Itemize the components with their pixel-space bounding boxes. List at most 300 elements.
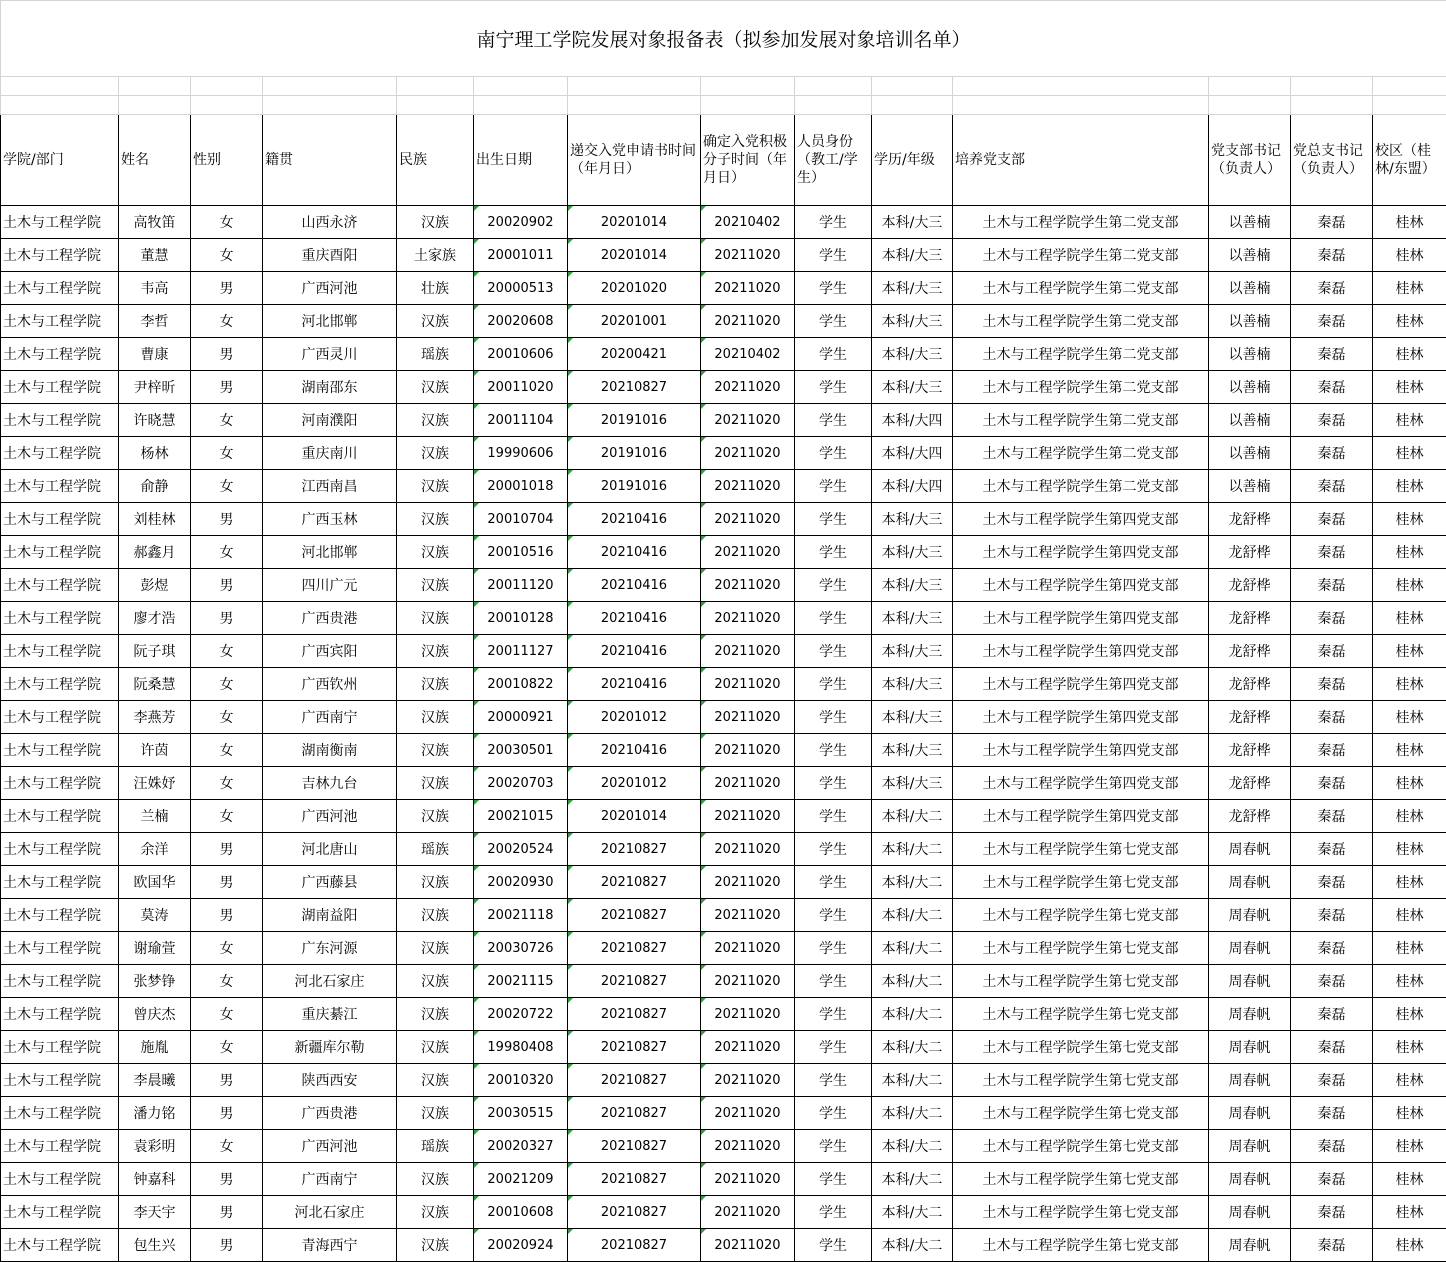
- cell-origin[interactable]: 广西灵川: [263, 338, 397, 371]
- header-dept[interactable]: 学院/部门: [1, 115, 119, 206]
- cell-gender[interactable]: 女: [191, 404, 263, 437]
- cell-ethnicity[interactable]: 汉族: [397, 635, 474, 668]
- cell-birth-date[interactable]: 20001018: [474, 470, 568, 503]
- cell-identity[interactable]: 学生: [795, 668, 872, 701]
- cell-birth-date[interactable]: 20000921: [474, 701, 568, 734]
- cell-dept[interactable]: 土木与工程学院: [1, 800, 119, 833]
- cell-campus[interactable]: 桂林: [1373, 1130, 1446, 1163]
- cell-party-branch[interactable]: 土木与工程学院学生第四党支部: [953, 800, 1209, 833]
- cell-education[interactable]: 本科/大三: [872, 371, 953, 404]
- cell-education[interactable]: 本科/大二: [872, 866, 953, 899]
- cell-campus[interactable]: 桂林: [1373, 767, 1446, 800]
- cell-activist-date[interactable]: 20211020: [701, 371, 795, 404]
- cell-branch-secretary[interactable]: 以善楠: [1209, 272, 1291, 305]
- empty-cell[interactable]: [701, 77, 795, 96]
- cell-gender[interactable]: 女: [191, 305, 263, 338]
- cell-education[interactable]: 本科/大二: [872, 998, 953, 1031]
- cell-branch-secretary[interactable]: 周春帆: [1209, 932, 1291, 965]
- empty-cell[interactable]: [795, 96, 872, 115]
- cell-ethnicity[interactable]: 汉族: [397, 437, 474, 470]
- empty-cell[interactable]: [872, 77, 953, 96]
- cell-dept[interactable]: 土木与工程学院: [1, 1097, 119, 1130]
- cell-activist-date[interactable]: 20211020: [701, 701, 795, 734]
- cell-name[interactable]: 许晓慧: [119, 404, 191, 437]
- cell-application-date[interactable]: 20210827: [568, 932, 701, 965]
- cell-birth-date[interactable]: 20010516: [474, 536, 568, 569]
- cell-ethnicity[interactable]: 汉族: [397, 602, 474, 635]
- cell-gender[interactable]: 男: [191, 1196, 263, 1229]
- cell-party-branch[interactable]: 土木与工程学院学生第七党支部: [953, 899, 1209, 932]
- cell-dept[interactable]: 土木与工程学院: [1, 833, 119, 866]
- cell-campus[interactable]: 桂林: [1373, 833, 1446, 866]
- cell-branch-secretary[interactable]: 龙舒桦: [1209, 668, 1291, 701]
- cell-dept[interactable]: 土木与工程学院: [1, 734, 119, 767]
- cell-education[interactable]: 本科/大三: [872, 239, 953, 272]
- cell-activist-date[interactable]: 20211020: [701, 404, 795, 437]
- cell-branch-secretary[interactable]: 以善楠: [1209, 338, 1291, 371]
- cell-branch-secretary[interactable]: 以善楠: [1209, 470, 1291, 503]
- cell-ethnicity[interactable]: 汉族: [397, 305, 474, 338]
- cell-name[interactable]: 余洋: [119, 833, 191, 866]
- cell-ethnicity[interactable]: 汉族: [397, 701, 474, 734]
- cell-name[interactable]: 俞静: [119, 470, 191, 503]
- cell-branch-secretary[interactable]: 龙舒桦: [1209, 569, 1291, 602]
- cell-application-date[interactable]: 20210416: [568, 569, 701, 602]
- cell-branch-secretary[interactable]: 龙舒桦: [1209, 767, 1291, 800]
- cell-birth-date[interactable]: 20010704: [474, 503, 568, 536]
- cell-name[interactable]: 许茵: [119, 734, 191, 767]
- cell-identity[interactable]: 学生: [795, 1229, 872, 1262]
- cell-activist-date[interactable]: 20211020: [701, 602, 795, 635]
- cell-general-secretary[interactable]: 秦磊: [1291, 470, 1373, 503]
- cell-campus[interactable]: 桂林: [1373, 668, 1446, 701]
- cell-name[interactable]: 阮子琪: [119, 635, 191, 668]
- cell-campus[interactable]: 桂林: [1373, 503, 1446, 536]
- cell-dept[interactable]: 土木与工程学院: [1, 338, 119, 371]
- cell-birth-date[interactable]: 20020902: [474, 206, 568, 239]
- cell-gender[interactable]: 女: [191, 734, 263, 767]
- cell-education[interactable]: 本科/大三: [872, 635, 953, 668]
- cell-birth-date[interactable]: 20020930: [474, 866, 568, 899]
- cell-branch-secretary[interactable]: 周春帆: [1209, 1130, 1291, 1163]
- cell-birth-date[interactable]: 20011020: [474, 371, 568, 404]
- cell-birth-date[interactable]: 20010320: [474, 1064, 568, 1097]
- cell-branch-secretary[interactable]: 周春帆: [1209, 1031, 1291, 1064]
- cell-name[interactable]: 尹梓昕: [119, 371, 191, 404]
- empty-cell[interactable]: [474, 96, 568, 115]
- cell-party-branch[interactable]: 土木与工程学院学生第二党支部: [953, 437, 1209, 470]
- cell-dept[interactable]: 土木与工程学院: [1, 767, 119, 800]
- empty-cell[interactable]: [263, 77, 397, 96]
- cell-gender[interactable]: 女: [191, 800, 263, 833]
- cell-gender[interactable]: 女: [191, 635, 263, 668]
- cell-gender[interactable]: 男: [191, 1064, 263, 1097]
- cell-education[interactable]: 本科/大二: [872, 1064, 953, 1097]
- cell-application-date[interactable]: 20210416: [568, 635, 701, 668]
- cell-activist-date[interactable]: 20211020: [701, 1196, 795, 1229]
- cell-name[interactable]: 阮桑慧: [119, 668, 191, 701]
- cell-dept[interactable]: 土木与工程学院: [1, 602, 119, 635]
- cell-identity[interactable]: 学生: [795, 470, 872, 503]
- cell-identity[interactable]: 学生: [795, 239, 872, 272]
- cell-origin[interactable]: 陕西西安: [263, 1064, 397, 1097]
- cell-activist-date[interactable]: 20211020: [701, 734, 795, 767]
- cell-gender[interactable]: 女: [191, 1130, 263, 1163]
- cell-origin[interactable]: 广西南宁: [263, 1163, 397, 1196]
- cell-application-date[interactable]: 20210827: [568, 1229, 701, 1262]
- cell-gender[interactable]: 女: [191, 206, 263, 239]
- cell-education[interactable]: 本科/大三: [872, 701, 953, 734]
- cell-identity[interactable]: 学生: [795, 1031, 872, 1064]
- cell-branch-secretary[interactable]: 龙舒桦: [1209, 635, 1291, 668]
- cell-education[interactable]: 本科/大二: [872, 1097, 953, 1130]
- cell-branch-secretary[interactable]: 龙舒桦: [1209, 734, 1291, 767]
- cell-ethnicity[interactable]: 汉族: [397, 536, 474, 569]
- cell-ethnicity[interactable]: 壮族: [397, 272, 474, 305]
- cell-campus[interactable]: 桂林: [1373, 932, 1446, 965]
- cell-dept[interactable]: 土木与工程学院: [1, 437, 119, 470]
- cell-birth-date[interactable]: 20030726: [474, 932, 568, 965]
- cell-party-branch[interactable]: 土木与工程学院学生第七党支部: [953, 866, 1209, 899]
- cell-ethnicity[interactable]: 瑶族: [397, 833, 474, 866]
- cell-name[interactable]: 汪姝妤: [119, 767, 191, 800]
- cell-education[interactable]: 本科/大四: [872, 470, 953, 503]
- cell-activist-date[interactable]: 20211020: [701, 1064, 795, 1097]
- cell-general-secretary[interactable]: 秦磊: [1291, 404, 1373, 437]
- cell-ethnicity[interactable]: 汉族: [397, 1064, 474, 1097]
- cell-gender[interactable]: 男: [191, 833, 263, 866]
- cell-identity[interactable]: 学生: [795, 833, 872, 866]
- cell-general-secretary[interactable]: 秦磊: [1291, 272, 1373, 305]
- cell-party-branch[interactable]: 土木与工程学院学生第二党支部: [953, 305, 1209, 338]
- cell-name[interactable]: 曹康: [119, 338, 191, 371]
- header-name[interactable]: 姓名: [119, 115, 191, 206]
- cell-name[interactable]: 张梦铮: [119, 965, 191, 998]
- cell-gender[interactable]: 女: [191, 998, 263, 1031]
- empty-cell[interactable]: [872, 96, 953, 115]
- cell-birth-date[interactable]: 20011127: [474, 635, 568, 668]
- cell-application-date[interactable]: 20201020: [568, 272, 701, 305]
- cell-campus[interactable]: 桂林: [1373, 965, 1446, 998]
- cell-birth-date[interactable]: 20021115: [474, 965, 568, 998]
- cell-application-date[interactable]: 20210827: [568, 371, 701, 404]
- cell-origin[interactable]: 广东河源: [263, 932, 397, 965]
- cell-campus[interactable]: 桂林: [1373, 1229, 1446, 1262]
- cell-general-secretary[interactable]: 秦磊: [1291, 1097, 1373, 1130]
- cell-activist-date[interactable]: 20211020: [701, 866, 795, 899]
- cell-party-branch[interactable]: 土木与工程学院学生第四党支部: [953, 668, 1209, 701]
- cell-ethnicity[interactable]: 汉族: [397, 569, 474, 602]
- cell-application-date[interactable]: 20201014: [568, 206, 701, 239]
- cell-activist-date[interactable]: 20211020: [701, 503, 795, 536]
- cell-branch-secretary[interactable]: 以善楠: [1209, 305, 1291, 338]
- cell-birth-date[interactable]: 20020524: [474, 833, 568, 866]
- cell-name[interactable]: 杨林: [119, 437, 191, 470]
- cell-dept[interactable]: 土木与工程学院: [1, 1163, 119, 1196]
- header-birth-date[interactable]: 出生日期: [474, 115, 568, 206]
- cell-branch-secretary[interactable]: 龙舒桦: [1209, 701, 1291, 734]
- empty-cell[interactable]: [1373, 96, 1446, 115]
- cell-branch-secretary[interactable]: 以善楠: [1209, 206, 1291, 239]
- cell-identity[interactable]: 学生: [795, 998, 872, 1031]
- cell-party-branch[interactable]: 土木与工程学院学生第七党支部: [953, 1097, 1209, 1130]
- cell-activist-date[interactable]: 20211020: [701, 569, 795, 602]
- cell-education[interactable]: 本科/大二: [872, 800, 953, 833]
- cell-activist-date[interactable]: 20211020: [701, 833, 795, 866]
- header-campus[interactable]: 校区（桂林/东盟）: [1373, 115, 1446, 206]
- cell-application-date[interactable]: 20210416: [568, 503, 701, 536]
- cell-education[interactable]: 本科/大二: [872, 965, 953, 998]
- cell-birth-date[interactable]: 20030515: [474, 1097, 568, 1130]
- cell-gender[interactable]: 女: [191, 437, 263, 470]
- cell-dept[interactable]: 土木与工程学院: [1, 503, 119, 536]
- cell-general-secretary[interactable]: 秦磊: [1291, 239, 1373, 272]
- cell-gender[interactable]: 男: [191, 602, 263, 635]
- cell-gender[interactable]: 男: [191, 1229, 263, 1262]
- cell-application-date[interactable]: 20210416: [568, 734, 701, 767]
- cell-branch-secretary[interactable]: 周春帆: [1209, 1064, 1291, 1097]
- cell-ethnicity[interactable]: 汉族: [397, 371, 474, 404]
- empty-cell[interactable]: [1, 77, 119, 96]
- cell-branch-secretary[interactable]: 以善楠: [1209, 437, 1291, 470]
- cell-ethnicity[interactable]: 汉族: [397, 734, 474, 767]
- cell-gender[interactable]: 男: [191, 371, 263, 404]
- cell-activist-date[interactable]: 20211020: [701, 470, 795, 503]
- cell-dept[interactable]: 土木与工程学院: [1, 272, 119, 305]
- cell-ethnicity[interactable]: 汉族: [397, 404, 474, 437]
- cell-identity[interactable]: 学生: [795, 206, 872, 239]
- cell-identity[interactable]: 学生: [795, 1163, 872, 1196]
- cell-gender[interactable]: 男: [191, 866, 263, 899]
- cell-branch-secretary[interactable]: 周春帆: [1209, 866, 1291, 899]
- cell-activist-date[interactable]: 20211020: [701, 272, 795, 305]
- cell-origin[interactable]: 河北石家庄: [263, 1196, 397, 1229]
- cell-ethnicity[interactable]: 汉族: [397, 206, 474, 239]
- empty-cell[interactable]: [1291, 77, 1373, 96]
- cell-branch-secretary[interactable]: 周春帆: [1209, 833, 1291, 866]
- cell-name[interactable]: 韦高: [119, 272, 191, 305]
- cell-origin[interactable]: 吉林九台: [263, 767, 397, 800]
- cell-ethnicity[interactable]: 汉族: [397, 1229, 474, 1262]
- cell-general-secretary[interactable]: 秦磊: [1291, 998, 1373, 1031]
- cell-gender[interactable]: 男: [191, 899, 263, 932]
- cell-application-date[interactable]: 20210416: [568, 668, 701, 701]
- cell-activist-date[interactable]: 20211020: [701, 536, 795, 569]
- cell-identity[interactable]: 学生: [795, 767, 872, 800]
- cell-dept[interactable]: 土木与工程学院: [1, 701, 119, 734]
- cell-ethnicity[interactable]: 汉族: [397, 800, 474, 833]
- cell-application-date[interactable]: 20200421: [568, 338, 701, 371]
- cell-party-branch[interactable]: 土木与工程学院学生第七党支部: [953, 1163, 1209, 1196]
- cell-party-branch[interactable]: 土木与工程学院学生第四党支部: [953, 602, 1209, 635]
- cell-gender[interactable]: 男: [191, 1163, 263, 1196]
- cell-identity[interactable]: 学生: [795, 635, 872, 668]
- cell-education[interactable]: 本科/大三: [872, 206, 953, 239]
- empty-cell[interactable]: [1209, 96, 1291, 115]
- cell-gender[interactable]: 女: [191, 965, 263, 998]
- cell-dept[interactable]: 土木与工程学院: [1, 470, 119, 503]
- cell-education[interactable]: 本科/大二: [872, 1163, 953, 1196]
- cell-general-secretary[interactable]: 秦磊: [1291, 338, 1373, 371]
- cell-campus[interactable]: 桂林: [1373, 1196, 1446, 1229]
- cell-dept[interactable]: 土木与工程学院: [1, 404, 119, 437]
- cell-campus[interactable]: 桂林: [1373, 734, 1446, 767]
- cell-branch-secretary[interactable]: 周春帆: [1209, 1196, 1291, 1229]
- cell-general-secretary[interactable]: 秦磊: [1291, 965, 1373, 998]
- cell-education[interactable]: 本科/大二: [872, 1031, 953, 1064]
- cell-identity[interactable]: 学生: [795, 272, 872, 305]
- cell-origin[interactable]: 河北石家庄: [263, 965, 397, 998]
- cell-birth-date[interactable]: 20020327: [474, 1130, 568, 1163]
- header-gender[interactable]: 性别: [191, 115, 263, 206]
- empty-cell[interactable]: [701, 96, 795, 115]
- cell-ethnicity[interactable]: 汉族: [397, 668, 474, 701]
- cell-application-date[interactable]: 20210827: [568, 1130, 701, 1163]
- cell-education[interactable]: 本科/大三: [872, 503, 953, 536]
- empty-cell[interactable]: [953, 77, 1209, 96]
- cell-campus[interactable]: 桂林: [1373, 371, 1446, 404]
- cell-ethnicity[interactable]: 汉族: [397, 470, 474, 503]
- cell-dept[interactable]: 土木与工程学院: [1, 1229, 119, 1262]
- cell-education[interactable]: 本科/大三: [872, 767, 953, 800]
- cell-party-branch[interactable]: 土木与工程学院学生第四党支部: [953, 503, 1209, 536]
- cell-origin[interactable]: 重庆南川: [263, 437, 397, 470]
- cell-identity[interactable]: 学生: [795, 371, 872, 404]
- cell-gender[interactable]: 女: [191, 668, 263, 701]
- cell-application-date[interactable]: 20210416: [568, 536, 701, 569]
- cell-activist-date[interactable]: 20211020: [701, 239, 795, 272]
- cell-gender[interactable]: 男: [191, 503, 263, 536]
- cell-campus[interactable]: 桂林: [1373, 602, 1446, 635]
- cell-activist-date[interactable]: 20211020: [701, 1130, 795, 1163]
- cell-activist-date[interactable]: 20211020: [701, 668, 795, 701]
- cell-name[interactable]: 李燕芳: [119, 701, 191, 734]
- cell-party-branch[interactable]: 土木与工程学院学生第七党支部: [953, 998, 1209, 1031]
- cell-dept[interactable]: 土木与工程学院: [1, 371, 119, 404]
- cell-dept[interactable]: 土木与工程学院: [1, 536, 119, 569]
- cell-party-branch[interactable]: 土木与工程学院学生第四党支部: [953, 734, 1209, 767]
- cell-activist-date[interactable]: 20211020: [701, 305, 795, 338]
- cell-name[interactable]: 高牧笛: [119, 206, 191, 239]
- cell-party-branch[interactable]: 土木与工程学院学生第七党支部: [953, 1196, 1209, 1229]
- cell-identity[interactable]: 学生: [795, 734, 872, 767]
- cell-party-branch[interactable]: 土木与工程学院学生第七党支部: [953, 965, 1209, 998]
- empty-cell[interactable]: [119, 77, 191, 96]
- cell-gender[interactable]: 男: [191, 338, 263, 371]
- cell-branch-secretary[interactable]: 以善楠: [1209, 404, 1291, 437]
- cell-general-secretary[interactable]: 秦磊: [1291, 371, 1373, 404]
- cell-origin[interactable]: 湖南益阳: [263, 899, 397, 932]
- cell-activist-date[interactable]: 20211020: [701, 1229, 795, 1262]
- cell-identity[interactable]: 学生: [795, 602, 872, 635]
- cell-application-date[interactable]: 20210827: [568, 899, 701, 932]
- cell-birth-date[interactable]: 20010128: [474, 602, 568, 635]
- cell-application-date[interactable]: 20210827: [568, 1064, 701, 1097]
- cell-application-date[interactable]: 20210827: [568, 965, 701, 998]
- cell-name[interactable]: 包生兴: [119, 1229, 191, 1262]
- cell-general-secretary[interactable]: 秦磊: [1291, 536, 1373, 569]
- cell-ethnicity[interactable]: 汉族: [397, 767, 474, 800]
- cell-name[interactable]: 刘桂林: [119, 503, 191, 536]
- cell-application-date[interactable]: 20201001: [568, 305, 701, 338]
- cell-name[interactable]: 钟嘉科: [119, 1163, 191, 1196]
- cell-application-date[interactable]: 20191016: [568, 437, 701, 470]
- cell-gender[interactable]: 女: [191, 701, 263, 734]
- cell-name[interactable]: 莫涛: [119, 899, 191, 932]
- empty-cell[interactable]: [1373, 77, 1446, 96]
- cell-activist-date[interactable]: 20211020: [701, 437, 795, 470]
- cell-gender[interactable]: 女: [191, 767, 263, 800]
- cell-name[interactable]: 董慧: [119, 239, 191, 272]
- header-activist-date[interactable]: 确定入党积极分子时间（年月日）: [701, 115, 795, 206]
- cell-general-secretary[interactable]: 秦磊: [1291, 635, 1373, 668]
- cell-party-branch[interactable]: 土木与工程学院学生第四党支部: [953, 701, 1209, 734]
- header-origin[interactable]: 籍贯: [263, 115, 397, 206]
- cell-application-date[interactable]: 20201014: [568, 800, 701, 833]
- cell-dept[interactable]: 土木与工程学院: [1, 635, 119, 668]
- cell-campus[interactable]: 桂林: [1373, 239, 1446, 272]
- cell-gender[interactable]: 男: [191, 1097, 263, 1130]
- cell-gender[interactable]: 女: [191, 932, 263, 965]
- cell-dept[interactable]: 土木与工程学院: [1, 1130, 119, 1163]
- cell-education[interactable]: 本科/大二: [872, 833, 953, 866]
- cell-application-date[interactable]: 20210827: [568, 998, 701, 1031]
- cell-origin[interactable]: 广西南宁: [263, 701, 397, 734]
- cell-origin[interactable]: 江西南昌: [263, 470, 397, 503]
- cell-name[interactable]: 兰楠: [119, 800, 191, 833]
- cell-birth-date[interactable]: 20011120: [474, 569, 568, 602]
- cell-identity[interactable]: 学生: [795, 1130, 872, 1163]
- cell-name[interactable]: 袁彩明: [119, 1130, 191, 1163]
- cell-origin[interactable]: 广西河池: [263, 800, 397, 833]
- cell-application-date[interactable]: 20210827: [568, 833, 701, 866]
- empty-cell[interactable]: [568, 77, 701, 96]
- cell-identity[interactable]: 学生: [795, 305, 872, 338]
- cell-ethnicity[interactable]: 汉族: [397, 503, 474, 536]
- cell-origin[interactable]: 河北邯郸: [263, 536, 397, 569]
- cell-name[interactable]: 李哲: [119, 305, 191, 338]
- cell-dept[interactable]: 土木与工程学院: [1, 206, 119, 239]
- cell-name[interactable]: 李天宇: [119, 1196, 191, 1229]
- cell-campus[interactable]: 桂林: [1373, 536, 1446, 569]
- cell-dept[interactable]: 土木与工程学院: [1, 1031, 119, 1064]
- cell-activist-date[interactable]: 20211020: [701, 800, 795, 833]
- cell-ethnicity[interactable]: 汉族: [397, 1196, 474, 1229]
- cell-ethnicity[interactable]: 汉族: [397, 965, 474, 998]
- cell-birth-date[interactable]: 20020608: [474, 305, 568, 338]
- cell-campus[interactable]: 桂林: [1373, 437, 1446, 470]
- cell-campus[interactable]: 桂林: [1373, 1097, 1446, 1130]
- empty-cell[interactable]: [795, 77, 872, 96]
- cell-gender[interactable]: 女: [191, 239, 263, 272]
- cell-name[interactable]: 欧国华: [119, 866, 191, 899]
- cell-branch-secretary[interactable]: 周春帆: [1209, 899, 1291, 932]
- cell-name[interactable]: 谢瑜萱: [119, 932, 191, 965]
- cell-activist-date[interactable]: 20211020: [701, 932, 795, 965]
- cell-party-branch[interactable]: 土木与工程学院学生第二党支部: [953, 272, 1209, 305]
- header-ethnicity[interactable]: 民族: [397, 115, 474, 206]
- cell-branch-secretary[interactable]: 周春帆: [1209, 1163, 1291, 1196]
- cell-origin[interactable]: 广西河池: [263, 272, 397, 305]
- cell-origin[interactable]: 广西玉林: [263, 503, 397, 536]
- cell-education[interactable]: 本科/大二: [872, 932, 953, 965]
- cell-general-secretary[interactable]: 秦磊: [1291, 767, 1373, 800]
- cell-ethnicity[interactable]: 汉族: [397, 998, 474, 1031]
- cell-education[interactable]: 本科/大三: [872, 272, 953, 305]
- cell-general-secretary[interactable]: 秦磊: [1291, 1163, 1373, 1196]
- cell-birth-date[interactable]: 20020703: [474, 767, 568, 800]
- cell-gender[interactable]: 男: [191, 272, 263, 305]
